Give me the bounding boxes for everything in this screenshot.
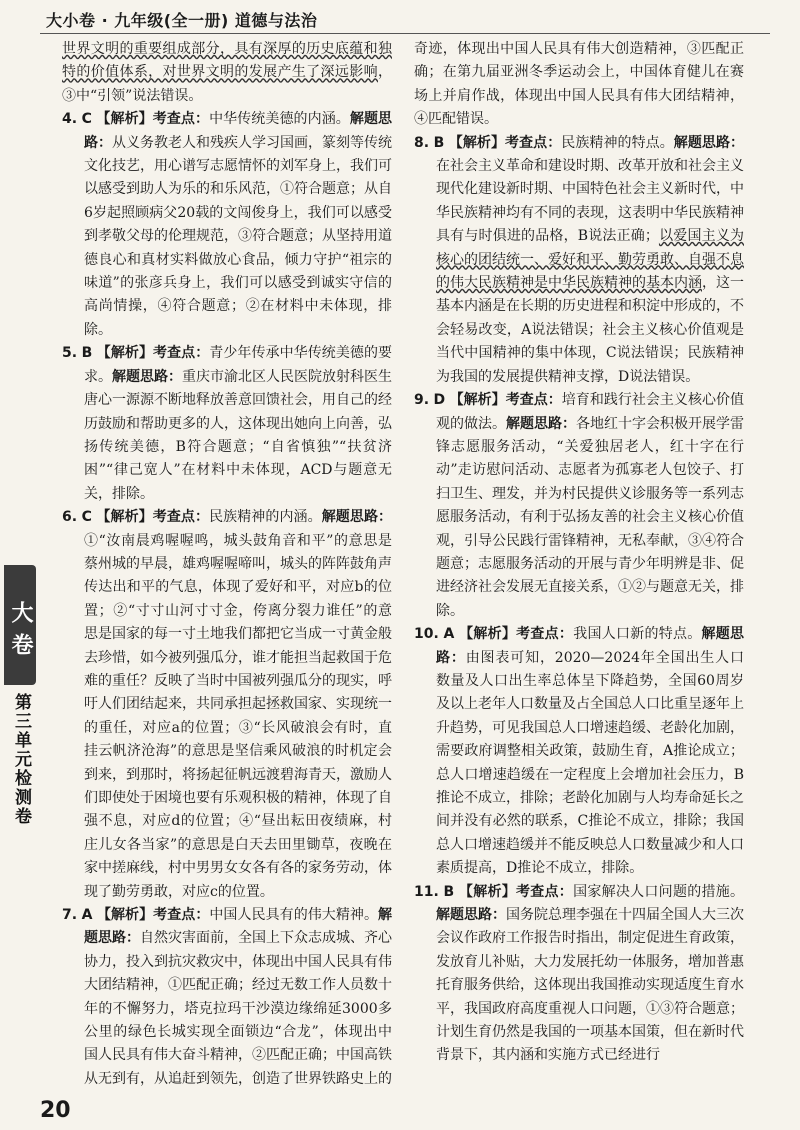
question-4 (62, 108, 392, 342)
analysis-tag: 【解析】 (459, 626, 517, 643)
label-exam-point: 考查点： (153, 345, 210, 362)
answer-letter: B (433, 134, 445, 151)
label-exam-point: 考查点： (505, 392, 562, 409)
question-5 (62, 342, 392, 506)
exam-point-text: 中华传统美德的内涵。 (209, 111, 350, 128)
label-exam-point: 考查点： (153, 907, 210, 924)
continuation-tail: ，③中“引领”说法错误。 (62, 64, 392, 104)
page-header (0, 0, 800, 34)
question-9 (414, 389, 744, 623)
question-number: 9. (414, 392, 430, 409)
continuation-text: 奇迹，体现出中国人民具有伟大创造精神，③匹配正确；在第九届亚洲冬季运动会上，中国体育健儿在赛场上并肩作战，体现出中国人民具有伟大团结精神，④匹配错误。 (414, 41, 744, 128)
label-solution: 解题思路： (436, 907, 506, 924)
label-exam-point: 考查点： (516, 626, 574, 643)
question-number: 7. (62, 907, 78, 924)
analysis-tag: 【解析】 (448, 134, 506, 151)
question-number: 4. (62, 111, 78, 128)
exam-point-text: 中国人民具有的伟大精神。 (209, 907, 379, 924)
question-10 (414, 623, 744, 880)
exam-point-text: 青少年传承中华传统美德的要求。 (84, 345, 393, 385)
continuation-text (62, 38, 392, 108)
question-number: 10. (414, 626, 439, 643)
exam-point-text: 民族精神的内涵。 (209, 509, 322, 526)
answer-letter: C (81, 111, 92, 128)
solution-text: ①“汝南晨鸡喔喔鸣，城头鼓角音和平”的意思是蔡州城的早晨，雄鸡喔喔啼叫，城头的阵阵鼓角声传达出和平的气息，体现了爱好和平，对应b的位置；②“寸寸山河寸寸金，侉离分裂力谁任”的意思是国家的每一寸土地我们都把它当成一寸黄金般去珍惜，如今被列强瓜分，谁才能担当起救国于危难的重任？反映了当时中国被列强瓜分的现实，呼吁人们团结起来，共同承担起拯救国家、实现统一的重任，对应a的位置；③“长风破浪会有时，直挂云帆济沧海”的意思是坚信乘风破浪的时机定会到来，到那时，将扬起征帆远渡碧海青天，激励人们即使处于困境也要有乐观积极的精神，体现了自强不息，对应d的位置；④“昼出耘田夜绩麻，村庄儿女各当家”的意思是白天去田里锄草，夜晚在家中搓麻线，村中男男女女各有各的家务劳动，体现了勤劳勇敢，对应c的位置。 (84, 532, 392, 900)
underlined-text: 以爱国主义为核心的团结统一、爱好和平、勤劳勇敢、自强不息的伟大民族精神是中华民族精神的基本内涵 (436, 228, 744, 292)
question-number: 8. (414, 134, 430, 151)
question-7 (62, 904, 392, 1091)
label-solution: 解题思路： (321, 509, 393, 526)
answer-letter: A (81, 907, 93, 924)
question-6 (62, 506, 392, 904)
label-solution: 解题思路： (506, 415, 576, 432)
page-number: 20 (40, 1098, 71, 1123)
analysis-tag: 【解析】 (96, 509, 153, 526)
solution-text: 重庆市渝北区人民医院放射科医生唐心一源源不断地释放善意回馈社会，用自己的经历鼓励和帮助更多的人，这体现出她向上向善，弘扬传统美德，B符合题意；“自省慎独”“扶贫济困”“律己宽人”在材料中未体现，ACD与题意无关，排除。 (84, 368, 392, 502)
answer-letter: B (81, 345, 93, 362)
solution-text: 各地红十字会积极开展学雷锋志愿服务活动，“关爱独居老人，红十字在行动”走访慰问活动、志愿者为孤寡老人包饺子、打扫卫生、理发，并为村民提供义诊服务等一系列志愿服务活动，有利于弘扬友善的社会主义核心价值观，引导公民践行雷锋精神，无私奉献，③④符合题意；志愿服务活动的开展与青少年明辨是非、促进经济社会发展无直接关系，①②与题意无关，排除。 (436, 415, 744, 619)
header-title: 大小卷 · 九年级(全一册) 道德与法治 (46, 11, 318, 30)
label-solution: 解题思路： (673, 134, 745, 151)
label-solution: 解题思路： (84, 111, 393, 151)
exam-point-text: 民族精神的特点。 (561, 134, 674, 151)
answer-letter: C (81, 509, 92, 526)
analysis-tag: 【解析】 (96, 111, 153, 128)
question-number: 11. (414, 883, 439, 900)
exam-point-text: 培育和践行社会主义核心价值观的做法。 (436, 392, 745, 432)
question-11 (414, 881, 744, 1068)
label-solution: 解题思路： (84, 907, 393, 947)
solution-text: 从义务教老人和残疾人学习国画，篆刻等传统文化技艺，用心谱写志愿情怀的刘军身上，我们可以感受到助人为乐的和乐风范，①符合题意；从自6岁起照顾病父20载的文闯俊身上，我们可以感受到孝敬父母的伦理规范，③符合题意；从坚持用道德良心和真材实料做放心食品，倾力守护“祖宗的味道”的张彦兵身上，我们可以感受到诚实守信的高尚情操，④符合题意；②在材料中未体现，排除。 (84, 134, 392, 338)
label-exam-point: 考查点： (152, 111, 210, 128)
question-number: 5. (62, 345, 78, 362)
left-column (62, 38, 392, 1091)
solution-text: 自然灾害面前，全国上下众志成城、齐心协力，投入到抗灾救灾中，体现出中国人民具有伟大团结精神，①匹配正确；经过无数工作人员数十年的不懈努力，塔克拉玛干沙漠边缘绵延3000多公里的绿色长城实现全面锁边“合龙”，体现出中国人民具有伟大奋斗精神，②匹配正确；中国高铁从无到有，从追赶到领先，创造了世界铁路史上的 (84, 930, 392, 1087)
label-exam-point: 考查点： (152, 509, 210, 526)
label-exam-point: 考查点： (505, 134, 562, 151)
analysis-tag: 【解析】 (96, 907, 154, 924)
question-8 (414, 132, 744, 389)
label-solution: 解题思路： (112, 368, 182, 385)
right-column (414, 38, 744, 1068)
solution-text: 由图表可知，2020—2024年全国出生人口数量及人口出生率总体呈下降趋势，全国60周岁及以上老年人口数量及占全国总人口比重呈逐年上升趋势，可见我国总人口增速趋缓、老龄化加剧，需要政府调整相关政策，鼓励生育，A推论成立；总人口增速趋缓在一定程度上会增加社会压力，B推论不成立，排除；老龄化加剧与人均寿命延长之间并没有必然的联系，C推论不成立，排除；我国总人口增速趋缓并不能反映总人口数量减少和人口素质提高，D推论不成立，排除。 (436, 649, 744, 877)
analysis-tag: 【解析】 (449, 392, 506, 409)
header-rule (40, 33, 770, 34)
answer-letter: B (443, 883, 455, 900)
solution-text-tail: ，这一基本内涵是在长期的历史进程和积淀中形成的，不会轻易改变，A说法错误；社会主义核心价值观是当代中国精神的集中体现，C说法错误；民族精神为我国的发展提供精神支撑，D说法错误。 (436, 275, 744, 385)
side-section-tab (0, 565, 40, 895)
exam-point-text: 我国人口新的特点。 (573, 626, 702, 643)
side-tab-unit-label: 第三单元检测卷 (11, 693, 31, 826)
underlined-text: 世界文明的重要组成部分，具有深厚的历史底蕴和独特的价值体系，对世界文明的发展产生了深远影响 (62, 41, 392, 81)
label-solution: 解题思路： (436, 626, 745, 666)
question-number: 6. (62, 509, 78, 526)
answer-letter: D (433, 392, 446, 409)
answer-letter: A (443, 626, 455, 643)
solution-text: 国务院总理李强在十四届全国人大三次会议作政府工作报告时指出，制定促进生育政策，发放育儿补贴，大力发展托幼一体服务，增加普惠托育服务供给，这体现出我国推动实现适度生育水平，我国政府高度重视人口问题，①③符合题意；计划生育仍然是我国的一项基本国策，但在新时代背景下，其内涵和实施方式已经进行 (436, 907, 744, 1064)
analysis-tag: 【解析】 (458, 883, 516, 900)
exam-point-text: 国家解决人口问题的措施。 (573, 883, 745, 900)
analysis-tag: 【解析】 (96, 345, 154, 362)
label-exam-point: 考查点： (516, 883, 574, 900)
solution-text: 在社会主义革命和建设时期、改革开放和社会主义现代化建设新时期、中国特色社会主义新时代，中华民族精神均有不同的表现，这表明中华民族精神具有与时俱进的品格，B说法正确； (436, 158, 744, 245)
side-tab-big-label: 大卷 (4, 565, 36, 685)
